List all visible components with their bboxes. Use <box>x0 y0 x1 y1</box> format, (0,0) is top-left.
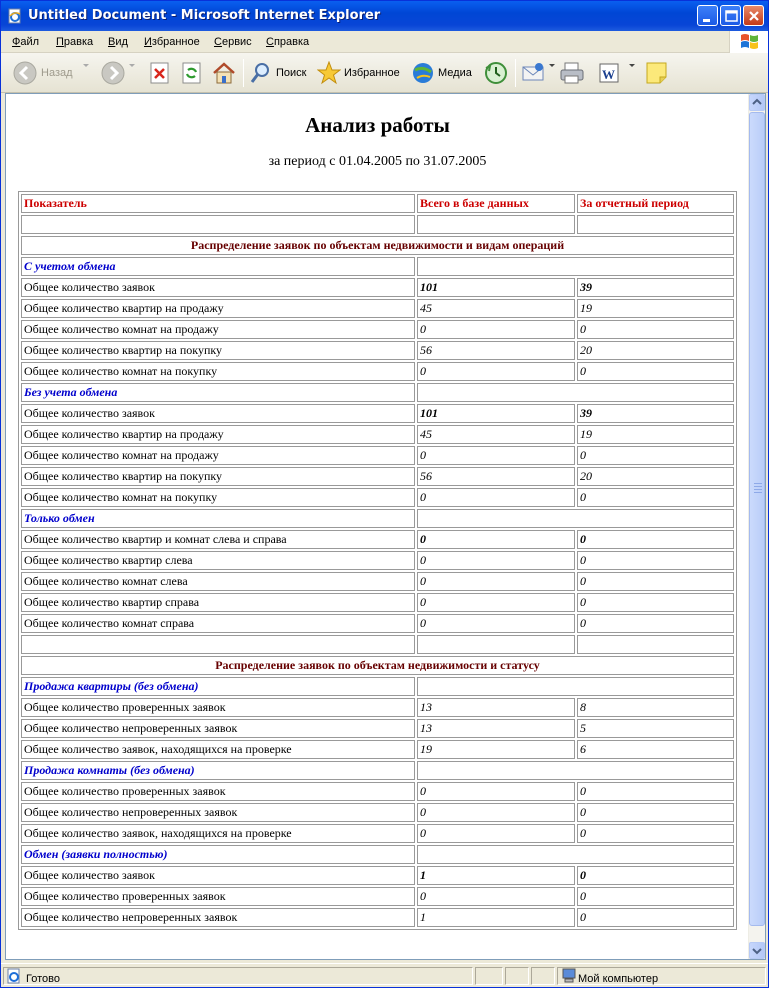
total-value: 0 <box>417 803 575 822</box>
scroll-up-button[interactable] <box>749 94 765 111</box>
metric-label: Общее количество комнат на продажу <box>21 446 415 465</box>
subsection-title: Без учета обмена <box>21 383 415 402</box>
page-title: Анализ работы <box>305 113 450 137</box>
column-header: Показатель <box>21 194 415 213</box>
blank-row <box>21 635 734 654</box>
period-value: 39 <box>577 278 734 297</box>
total-value: 0 <box>417 593 575 612</box>
total-value: 0 <box>417 614 575 633</box>
toolbar-separator <box>515 59 516 87</box>
menu-file[interactable]: Файл <box>12 36 40 48</box>
vertical-scrollbar[interactable] <box>748 94 765 959</box>
search-label: Поиск <box>276 67 307 79</box>
total-value: 0 <box>417 551 575 570</box>
table-row <box>21 446 734 465</box>
edit-dropdown-icon[interactable] <box>629 64 635 67</box>
subsection-title: Обмен (заявки полностью) <box>21 845 415 864</box>
period-value: 0 <box>577 614 734 633</box>
table-row <box>21 698 734 717</box>
period-value: 19 <box>577 299 734 318</box>
windows-flag-icon <box>730 31 769 53</box>
scroll-down-button[interactable] <box>749 942 765 959</box>
favorites-label: Избранное <box>344 67 400 79</box>
chevron-up-icon <box>750 95 764 110</box>
period-value: 0 <box>577 803 734 822</box>
forward-arrow-icon <box>101 61 125 85</box>
table-row <box>21 887 734 906</box>
ie-page-icon <box>6 968 22 984</box>
media-icon <box>411 61 435 85</box>
home-button[interactable] <box>211 61 237 85</box>
note-icon <box>645 61 669 85</box>
subsection-title: С учетом обмена <box>21 257 415 276</box>
total-value: 0 <box>417 572 575 591</box>
table-row <box>21 740 734 759</box>
scroll-thumb[interactable] <box>749 112 765 926</box>
table-row <box>21 908 734 927</box>
edit-word-button[interactable] <box>599 61 621 85</box>
metric-label: Общее количество комнат справа <box>21 614 415 633</box>
metric-label: Общее количество проверенных заявок <box>21 698 415 717</box>
back-button[interactable] <box>13 61 83 85</box>
subsection-title: Продажа квартиры (без обмена) <box>21 677 415 696</box>
column-header: За отчетный период <box>577 194 734 213</box>
subsection-title: Только обмен <box>21 509 415 528</box>
period-value: 20 <box>577 341 734 360</box>
page-subtitle: за период с 01.04.2005 по 31.07.2005 <box>268 154 487 169</box>
period-value: 0 <box>577 551 734 570</box>
refresh-button[interactable] <box>181 61 203 85</box>
period-value: 8 <box>577 698 734 717</box>
refresh-icon <box>181 61 203 85</box>
metric-label: Общее количество заявок <box>21 278 415 297</box>
total-value: 0 <box>417 488 575 507</box>
back-arrow-icon <box>13 61 37 85</box>
total-value: 0 <box>417 320 575 339</box>
section-header-row <box>21 656 734 675</box>
period-value: 0 <box>577 782 734 801</box>
status-panel <box>531 967 555 985</box>
metric-label: Общее количество комнат на покупку <box>21 488 415 507</box>
minimize-icon <box>700 8 716 24</box>
period-value: 6 <box>577 740 734 759</box>
menu-help[interactable]: Справка <box>266 36 310 48</box>
table-row <box>21 278 734 297</box>
table-row <box>21 803 734 822</box>
table-row <box>21 530 734 549</box>
total-value: 45 <box>417 299 575 318</box>
menu-bar <box>1 31 768 53</box>
total-value: 101 <box>417 404 575 423</box>
menu-favorites[interactable]: Избранное <box>144 36 200 48</box>
subsection-row <box>21 761 734 780</box>
mail-dropdown-icon[interactable] <box>549 64 555 67</box>
table-row <box>21 425 734 444</box>
total-value: 1 <box>417 866 575 885</box>
security-zone-text: Мой компьютер <box>578 973 659 985</box>
table-row <box>21 782 734 801</box>
maximize-button[interactable] <box>720 5 741 26</box>
period-value: 0 <box>577 362 734 381</box>
computer-icon <box>561 968 577 984</box>
period-value: 5 <box>577 719 734 738</box>
search-button[interactable] <box>249 61 309 85</box>
total-value: 0 <box>417 530 575 549</box>
table-row <box>21 593 734 612</box>
empty-cell <box>417 257 734 276</box>
period-value: 20 <box>577 467 734 486</box>
subsection-row <box>21 677 734 696</box>
status-bar <box>1 963 768 987</box>
stop-button[interactable] <box>149 61 171 85</box>
windows-logo <box>729 31 768 53</box>
table-row <box>21 341 734 360</box>
forward-dropdown-icon[interactable] <box>129 64 135 67</box>
total-value: 13 <box>417 698 575 717</box>
menu-edit[interactable]: Правка <box>56 36 94 48</box>
toolbar <box>1 53 768 93</box>
window-title: Untitled Document - Microsoft Internet Explorer <box>28 8 381 23</box>
scroll-grip <box>754 486 762 487</box>
scroll-grip <box>754 489 762 490</box>
total-value: 56 <box>417 467 575 486</box>
metric-label: Общее количество непроверенных заявок <box>21 803 415 822</box>
status-panel <box>505 967 529 985</box>
empty-cell <box>417 761 734 780</box>
metric-label: Общее количество проверенных заявок <box>21 887 415 906</box>
total-value: 0 <box>417 782 575 801</box>
print-button[interactable] <box>559 61 585 85</box>
metric-label: Общее количество квартир на продажу <box>21 425 415 444</box>
metric-label: Общее количество квартир слева <box>21 551 415 570</box>
mail-button[interactable] <box>521 61 547 85</box>
print-icon <box>559 61 585 85</box>
subsection-row <box>21 509 734 528</box>
metric-label: Общее количество комнат слева <box>21 572 415 591</box>
history-button[interactable] <box>483 61 509 85</box>
favorites-star-icon <box>317 61 341 85</box>
total-value: 0 <box>417 824 575 843</box>
period-value: 0 <box>577 320 734 339</box>
table-row <box>21 614 734 633</box>
page-content <box>6 94 749 959</box>
discuss-button[interactable] <box>645 61 669 85</box>
period-value: 0 <box>577 908 734 927</box>
subsection-row <box>21 845 734 864</box>
search-icon <box>249 61 273 85</box>
empty-cell <box>21 215 415 234</box>
forward-button[interactable] <box>101 61 125 85</box>
table-row <box>21 299 734 318</box>
empty-cell <box>417 677 734 696</box>
table-row <box>21 404 734 423</box>
metric-label: Общее количество квартир на покупку <box>21 467 415 486</box>
column-header: Всего в базе данных <box>417 194 575 213</box>
scroll-grip <box>754 492 762 493</box>
table-row <box>21 824 734 843</box>
period-value: 0 <box>577 824 734 843</box>
svg-text:W: W <box>602 67 615 82</box>
table-row <box>21 467 734 486</box>
title-bar <box>1 1 768 31</box>
word-icon <box>599 61 621 85</box>
media-button[interactable] <box>411 61 477 85</box>
table-row <box>21 719 734 738</box>
close-button[interactable] <box>743 5 764 26</box>
metric-label: Общее количество комнат на продажу <box>21 320 415 339</box>
metric-label: Общее количество непроверенных заявок <box>21 908 415 927</box>
total-value: 0 <box>417 362 575 381</box>
metric-label: Общее количество заявок <box>21 404 415 423</box>
period-value: 0 <box>577 887 734 906</box>
metric-label: Общее количество квартир на покупку <box>21 341 415 360</box>
metric-label: Общее количество квартир справа <box>21 593 415 612</box>
total-value: 0 <box>417 446 575 465</box>
zone-panel <box>557 967 766 985</box>
back-dropdown-icon[interactable] <box>83 64 89 67</box>
table-row <box>21 320 734 339</box>
empty-cell <box>577 635 734 654</box>
total-value: 45 <box>417 425 575 444</box>
history-icon <box>483 61 509 85</box>
subsection-row <box>21 383 734 402</box>
period-value: 0 <box>577 572 734 591</box>
table-header-row <box>21 194 734 213</box>
table-row <box>21 488 734 507</box>
metric-label: Общее количество квартир на продажу <box>21 299 415 318</box>
metric-label: Общее количество проверенных заявок <box>21 782 415 801</box>
menu-view[interactable]: Вид <box>108 36 128 48</box>
section-header-row <box>21 236 734 255</box>
media-label: Медиа <box>438 67 472 79</box>
toolbar-separator <box>243 59 244 87</box>
empty-cell <box>417 215 575 234</box>
table-row <box>21 866 734 885</box>
empty-cell <box>577 215 734 234</box>
empty-cell <box>417 509 734 528</box>
favorites-button[interactable] <box>317 61 403 85</box>
status-panel <box>3 967 473 985</box>
stop-icon <box>149 61 171 85</box>
page-viewport[interactable] <box>5 93 766 960</box>
metric-label: Общее количество заявок <box>21 866 415 885</box>
mail-icon <box>521 61 547 85</box>
subsection-row <box>21 257 734 276</box>
section-title: Распределение заявок по объектам недвижимости и видам операций <box>21 236 734 255</box>
maximize-icon <box>723 8 739 24</box>
metric-label: Общее количество заявок, находящихся на проверке <box>21 740 415 759</box>
close-icon <box>746 8 762 24</box>
total-value: 13 <box>417 719 575 738</box>
total-value: 0 <box>417 887 575 906</box>
blank-row <box>21 215 734 234</box>
total-value: 101 <box>417 278 575 297</box>
period-value: 0 <box>577 866 734 885</box>
chevron-down-icon <box>750 943 764 958</box>
back-label: Назад <box>41 67 73 79</box>
empty-cell <box>417 845 734 864</box>
metric-label: Общее количество заявок, находящихся на проверке <box>21 824 415 843</box>
period-value: 0 <box>577 593 734 612</box>
total-value: 56 <box>417 341 575 360</box>
minimize-button[interactable] <box>697 5 718 26</box>
scroll-grip <box>754 483 762 484</box>
empty-cell <box>21 635 415 654</box>
home-icon <box>211 61 237 85</box>
table-row <box>21 572 734 591</box>
status-text: Готово <box>26 973 60 985</box>
report-table <box>18 191 737 930</box>
metric-label: Общее количество комнат на покупку <box>21 362 415 381</box>
subsection-title: Продажа комнаты (без обмена) <box>21 761 415 780</box>
period-value: 19 <box>577 425 734 444</box>
table-row <box>21 551 734 570</box>
empty-cell <box>417 635 575 654</box>
metric-label: Общее количество квартир и комнат слева и справа <box>21 530 415 549</box>
section-title: Распределение заявок по объектам недвижимости и статусу <box>21 656 734 675</box>
period-value: 0 <box>577 446 734 465</box>
metric-label: Общее количество непроверенных заявок <box>21 719 415 738</box>
total-value: 1 <box>417 908 575 927</box>
ie-document-icon <box>7 8 23 24</box>
period-value: 0 <box>577 530 734 549</box>
status-panel <box>475 967 503 985</box>
table-row <box>21 362 734 381</box>
empty-cell <box>417 383 734 402</box>
total-value: 19 <box>417 740 575 759</box>
period-value: 39 <box>577 404 734 423</box>
menu-tools[interactable]: Сервис <box>214 36 252 48</box>
period-value: 0 <box>577 488 734 507</box>
